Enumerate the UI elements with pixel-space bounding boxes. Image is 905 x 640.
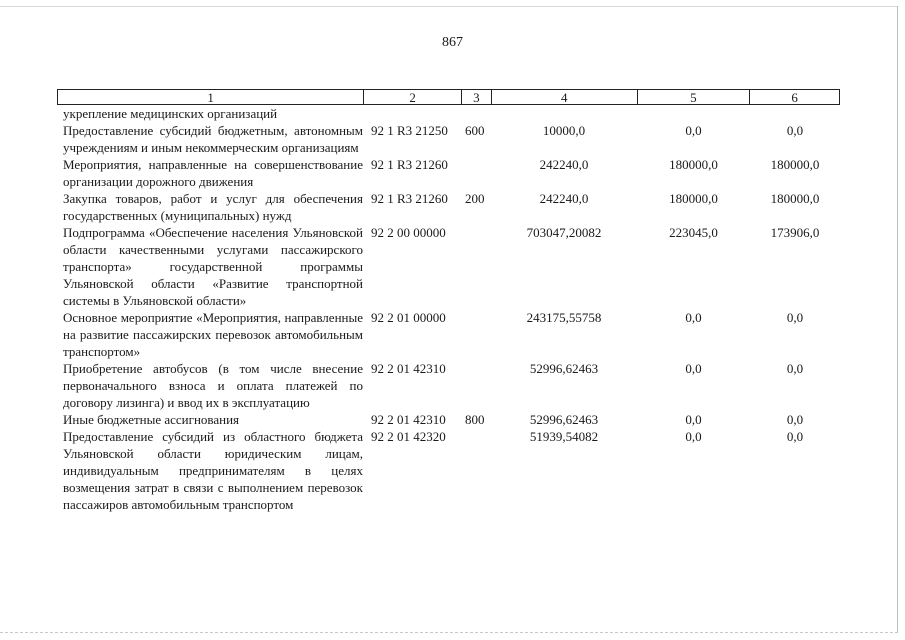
row-name: Иные бюджетные ассигнования — [63, 412, 240, 427]
page-number: 867 — [442, 35, 463, 50]
row-value-2: 223045,0 — [669, 225, 718, 240]
row-expense-type: 200 — [465, 191, 485, 206]
row-value-1: 10000,0 — [542, 123, 586, 138]
row-code: 92 2 01 00000 — [371, 310, 446, 325]
row-code: 92 1 R3 21260 — [371, 191, 448, 206]
row-code — [363, 105, 461, 122]
row-value-2: 0,0 — [685, 429, 702, 444]
row-value-1: 52996,62463 — [529, 412, 599, 427]
row-value-1: 242240,0 — [539, 157, 589, 172]
row-value-2: 180000,0 — [669, 157, 718, 172]
table-row — [57, 190, 847, 224]
row-value-3: 0,0 — [786, 361, 804, 376]
row-value-3: 0,0 — [786, 412, 804, 427]
row-name: Предоставление субсидий бюджетным, автономным учреждениям и иным некоммерческим организациям — [63, 123, 363, 155]
row-expense-type — [461, 309, 491, 360]
row-value-2: 0,0 — [685, 361, 702, 376]
row-value-2: 0,0 — [685, 123, 702, 138]
table-header — [57, 89, 840, 105]
row-value-3: 180000,0 — [770, 157, 820, 172]
table-row — [57, 105, 847, 122]
row-expense-type — [461, 224, 491, 309]
row-name: укрепление медицинских организаций — [63, 106, 278, 121]
row-name: Подпрограмма «Обеспечение населения Ульяновской области качественными услугами пассажирского транспорта» государственной программы Ульяновской области «Развитие транспортной системы в Ульяновской области» — [63, 225, 363, 308]
row-name: Мероприятия, направленные на совершенствование организации дорожного движения — [63, 157, 363, 189]
header-col-3: 3 — [461, 90, 491, 104]
table-row — [57, 411, 847, 428]
row-value-3: 180000,0 — [770, 191, 820, 206]
row-value-2: 0,0 — [685, 310, 702, 325]
row-expense-type — [461, 156, 491, 190]
row-value-3: 0,0 — [786, 310, 804, 325]
row-value-1: 51939,54082 — [529, 429, 599, 444]
row-value-2: 180000,0 — [669, 191, 718, 206]
row-code: 92 2 01 42320 — [371, 429, 446, 444]
row-name: Основное мероприятие «Мероприятия, направленные на развитие пассажирских перевозок автомобильным транспортом» — [63, 310, 363, 359]
table-row — [57, 309, 847, 360]
header-col-2: 2 — [363, 90, 461, 104]
row-expense-type: 600 — [465, 123, 485, 138]
header-col-1: 1 — [207, 90, 214, 105]
row-value-3: 0,0 — [786, 429, 804, 444]
row-expense-type — [461, 360, 491, 411]
row-value-1: 52996,62463 — [529, 361, 599, 376]
row-value-1: 243175,55758 — [526, 310, 602, 325]
row-value-2 — [637, 105, 750, 122]
page-border-top — [0, 6, 898, 7]
page-border-right — [897, 6, 898, 632]
row-value-1: 242240,0 — [539, 191, 589, 206]
row-value-2: 0,0 — [685, 412, 702, 427]
row-expense-type — [461, 428, 491, 513]
row-name: Предоставление субсидий из областного бюджета Ульяновской области юридическим лицам, индивидуальным предпринимателям в целях возмещения затрат в связи с выполнением перевозок пассажиров автомобильным транспортом — [63, 429, 363, 512]
row-value-1: 703047,20082 — [526, 225, 602, 240]
row-name: Приобретение автобусов (в том числе внесение первоначального взноса и оплата платежей по договору лизинга) и ввод их в эксплуатацию — [63, 361, 363, 410]
row-expense-type — [461, 105, 491, 122]
table-row — [57, 122, 847, 156]
row-code: 92 1 R3 21250 — [371, 123, 448, 138]
page-border-bottom — [0, 632, 898, 633]
row-value-3 — [750, 105, 840, 122]
row-expense-type: 800 — [465, 412, 485, 427]
row-value-1 — [491, 105, 637, 122]
header-col-4: 4 — [491, 90, 637, 104]
table-row — [57, 428, 847, 513]
table-row — [57, 360, 847, 411]
row-code: 92 2 01 42310 — [371, 361, 446, 376]
row-value-3: 0,0 — [786, 123, 804, 138]
header-col-6: 6 — [749, 90, 839, 104]
table-row — [57, 224, 847, 309]
row-name: Закупка товаров, работ и услуг для обеспечения государственных (муниципальных) нужд — [63, 191, 363, 223]
table-body — [57, 105, 847, 513]
row-code: 92 1 R3 21260 — [371, 157, 448, 172]
row-code: 92 2 00 00000 — [371, 225, 446, 240]
row-code: 92 2 01 42310 — [371, 412, 446, 427]
table-row — [57, 156, 847, 190]
row-value-3: 173906,0 — [770, 225, 820, 240]
header-col-5: 5 — [637, 90, 750, 104]
